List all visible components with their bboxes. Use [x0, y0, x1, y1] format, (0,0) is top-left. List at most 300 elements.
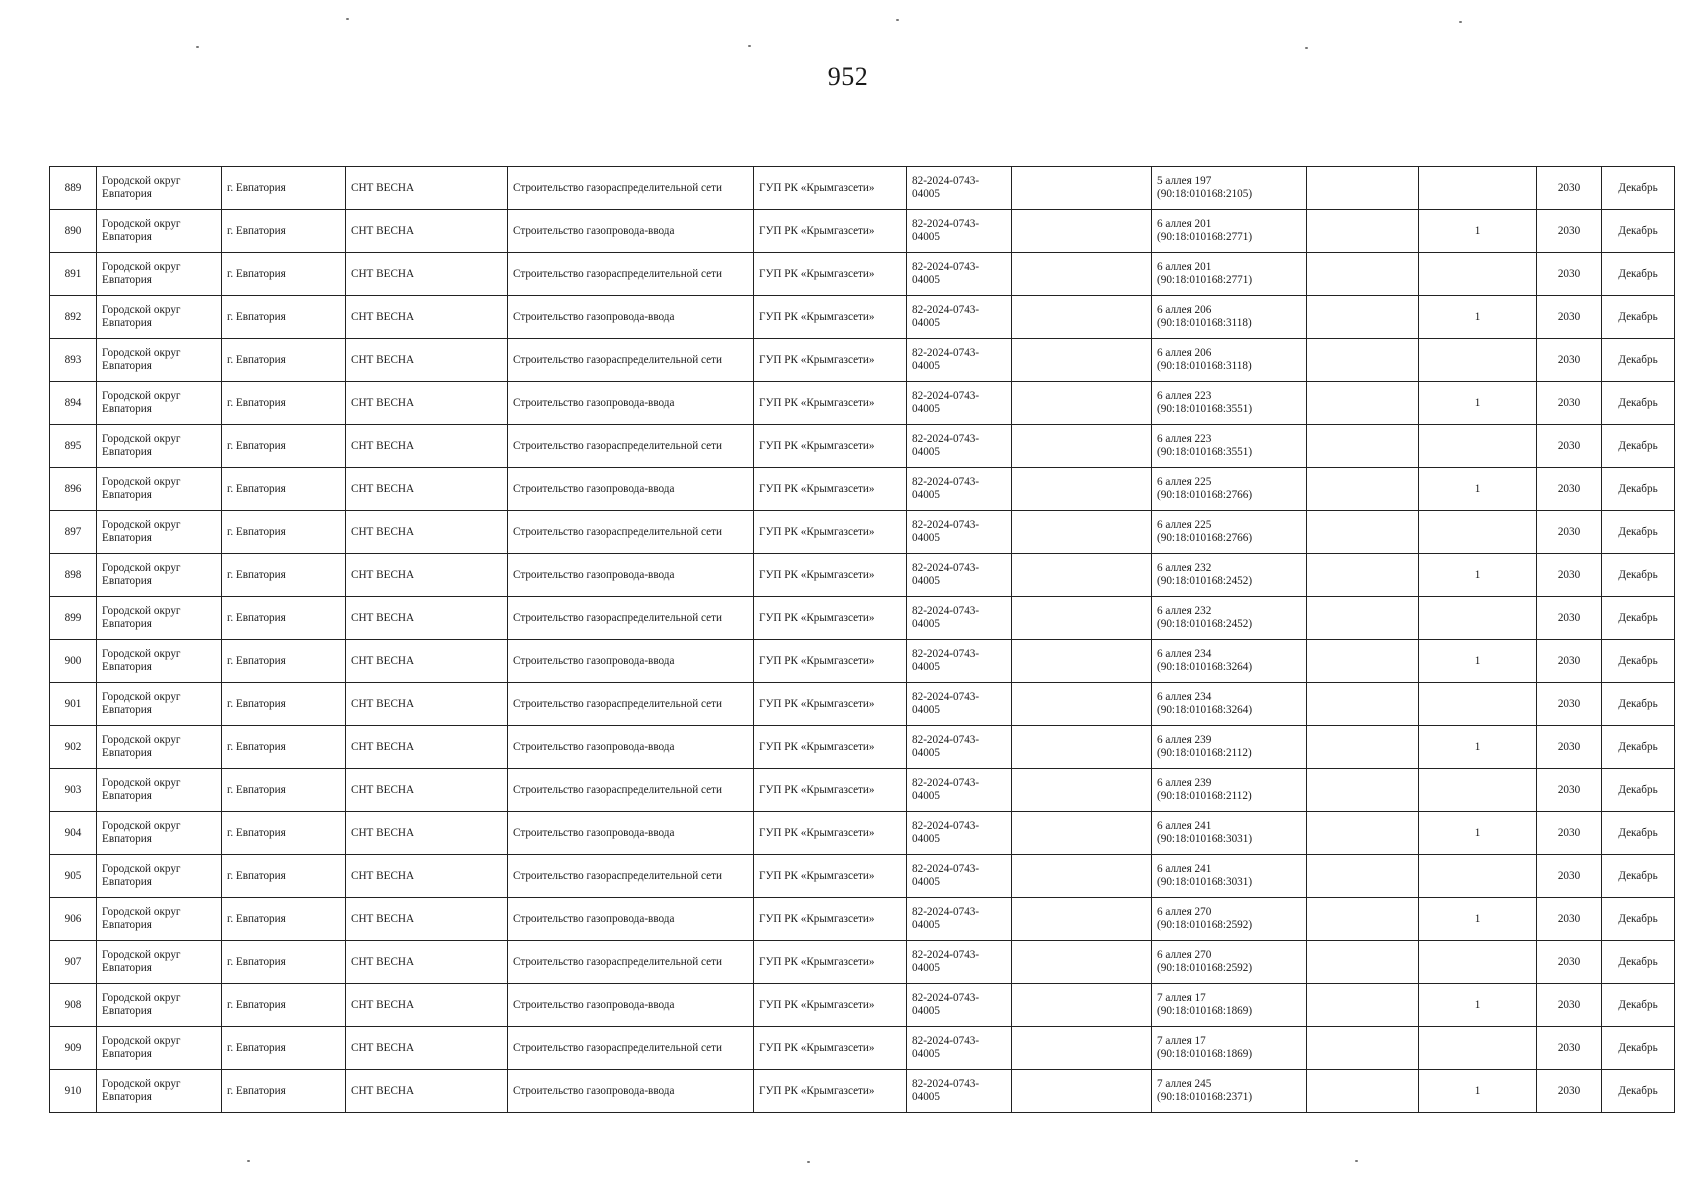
month-cell: Декабрь — [1602, 468, 1675, 511]
program-code-cell: 82-2024-0743-04005 — [907, 855, 1012, 898]
work-type-cell: Строительство газопровода-ввода — [508, 640, 754, 683]
program-code-cell: 82-2024-0743-04005 — [907, 640, 1012, 683]
year-cell: 2030 — [1537, 425, 1602, 468]
program-code-cell: 82-2024-0743-04005 — [907, 425, 1012, 468]
work-type-cell: Строительство газопровода-ввода — [508, 210, 754, 253]
snt-cell: СНТ ВЕСНА — [346, 296, 508, 339]
address-cell: 6 аллея 234 (90:18:010168:3264) — [1152, 683, 1307, 726]
scan-speck — [196, 46, 199, 48]
program-code-cell: 82-2024-0743-04005 — [907, 597, 1012, 640]
month-cell: Декабрь — [1602, 167, 1675, 210]
month-cell: Декабрь — [1602, 726, 1675, 769]
organization-cell: ГУП РК «Крымгазсети» — [754, 339, 907, 382]
address-cell: 6 аллея 201 (90:18:010168:2771) — [1152, 210, 1307, 253]
count-cell — [1419, 855, 1537, 898]
work-type-cell: Строительство газопровода-ввода — [508, 984, 754, 1027]
organization-cell: ГУП РК «Крымгазсети» — [754, 1070, 907, 1113]
empty-cell — [1012, 726, 1152, 769]
month-cell: Декабрь — [1602, 855, 1675, 898]
count-cell: 1 — [1419, 468, 1537, 511]
table-row — [50, 253, 1675, 296]
table-row — [50, 167, 1675, 210]
program-code-cell: 82-2024-0743-04005 — [907, 511, 1012, 554]
district-cell: Городской округ Евпатория — [97, 726, 222, 769]
work-type-cell: Строительство газопровода-ввода — [508, 554, 754, 597]
count-cell — [1419, 511, 1537, 554]
empty-cell — [1012, 468, 1152, 511]
work-type-cell: Строительство газопровода-ввода — [508, 1070, 754, 1113]
month-cell: Декабрь — [1602, 812, 1675, 855]
district-cell: Городской округ Евпатория — [97, 296, 222, 339]
count-cell — [1419, 769, 1537, 812]
city-cell: г. Евпатория — [222, 726, 346, 769]
year-cell: 2030 — [1537, 167, 1602, 210]
program-code-cell: 82-2024-0743-04005 — [907, 683, 1012, 726]
table-row — [50, 683, 1675, 726]
table-row — [50, 769, 1675, 812]
snt-cell: СНТ ВЕСНА — [346, 597, 508, 640]
empty-cell — [1012, 511, 1152, 554]
organization-cell: ГУП РК «Крымгазсети» — [754, 382, 907, 425]
snt-cell: СНТ ВЕСНА — [346, 210, 508, 253]
organization-cell: ГУП РК «Крымгазсети» — [754, 812, 907, 855]
empty-cell — [1307, 296, 1419, 339]
city-cell: г. Евпатория — [222, 1070, 346, 1113]
year-cell: 2030 — [1537, 726, 1602, 769]
empty-cell — [1012, 1070, 1152, 1113]
count-cell — [1419, 167, 1537, 210]
organization-cell: ГУП РК «Крымгазсети» — [754, 597, 907, 640]
snt-cell: СНТ ВЕСНА — [346, 1070, 508, 1113]
row-number-cell: 907 — [50, 941, 97, 984]
district-cell: Городской округ Евпатория — [97, 1027, 222, 1070]
month-cell: Декабрь — [1602, 941, 1675, 984]
empty-cell — [1307, 339, 1419, 382]
snt-cell: СНТ ВЕСНА — [346, 511, 508, 554]
scan-speck — [807, 1161, 810, 1163]
row-number-cell: 891 — [50, 253, 97, 296]
snt-cell: СНТ ВЕСНА — [346, 941, 508, 984]
city-cell: г. Евпатория — [222, 296, 346, 339]
work-type-cell: Строительство газопровода-ввода — [508, 468, 754, 511]
snt-cell: СНТ ВЕСНА — [346, 167, 508, 210]
program-code-cell: 82-2024-0743-04005 — [907, 1027, 1012, 1070]
row-number-cell: 906 — [50, 898, 97, 941]
city-cell: г. Евпатория — [222, 597, 346, 640]
address-cell: 7 аллея 245 (90:18:010168:2371) — [1152, 1070, 1307, 1113]
program-code-cell: 82-2024-0743-04005 — [907, 554, 1012, 597]
city-cell: г. Евпатория — [222, 210, 346, 253]
work-type-cell: Строительство газораспределительной сети — [508, 511, 754, 554]
empty-cell — [1307, 1027, 1419, 1070]
empty-cell — [1307, 167, 1419, 210]
city-cell: г. Евпатория — [222, 941, 346, 984]
program-code-cell: 82-2024-0743-04005 — [907, 253, 1012, 296]
empty-cell — [1012, 382, 1152, 425]
district-cell: Городской округ Евпатория — [97, 554, 222, 597]
address-cell: 6 аллея 239 (90:18:010168:2112) — [1152, 769, 1307, 812]
month-cell: Декабрь — [1602, 511, 1675, 554]
row-number-cell: 895 — [50, 425, 97, 468]
district-cell: Городской округ Евпатория — [97, 210, 222, 253]
address-cell: 6 аллея 232 (90:18:010168:2452) — [1152, 597, 1307, 640]
table-row — [50, 1070, 1675, 1113]
district-cell: Городской округ Евпатория — [97, 812, 222, 855]
district-cell: Городской округ Евпатория — [97, 382, 222, 425]
table-row — [50, 640, 1675, 683]
district-cell: Городской округ Евпатория — [97, 855, 222, 898]
work-type-cell: Строительство газораспределительной сети — [508, 597, 754, 640]
program-code-cell: 82-2024-0743-04005 — [907, 812, 1012, 855]
address-cell: 7 аллея 17 (90:18:010168:1869) — [1152, 1027, 1307, 1070]
organization-cell: ГУП РК «Крымгазсети» — [754, 511, 907, 554]
count-cell: 1 — [1419, 554, 1537, 597]
empty-cell — [1307, 597, 1419, 640]
month-cell: Декабрь — [1602, 1070, 1675, 1113]
organization-cell: ГУП РК «Крымгазсети» — [754, 1027, 907, 1070]
empty-cell — [1012, 425, 1152, 468]
program-code-cell: 82-2024-0743-04005 — [907, 941, 1012, 984]
row-number-cell: 896 — [50, 468, 97, 511]
address-cell: 6 аллея 225 (90:18:010168:2766) — [1152, 511, 1307, 554]
address-cell: 6 аллея 206 (90:18:010168:3118) — [1152, 339, 1307, 382]
district-cell: Городской округ Евпатория — [97, 941, 222, 984]
snt-cell: СНТ ВЕСНА — [346, 984, 508, 1027]
year-cell: 2030 — [1537, 339, 1602, 382]
year-cell: 2030 — [1537, 1070, 1602, 1113]
district-cell: Городской округ Евпатория — [97, 984, 222, 1027]
organization-cell: ГУП РК «Крымгазсети» — [754, 769, 907, 812]
empty-cell — [1012, 296, 1152, 339]
empty-cell — [1307, 898, 1419, 941]
district-cell: Городской округ Евпатория — [97, 253, 222, 296]
scan-speck — [1355, 1160, 1358, 1162]
snt-cell: СНТ ВЕСНА — [346, 339, 508, 382]
work-type-cell: Строительство газопровода-ввода — [508, 382, 754, 425]
program-code-cell: 82-2024-0743-04005 — [907, 984, 1012, 1027]
year-cell: 2030 — [1537, 210, 1602, 253]
work-type-cell: Строительство газораспределительной сети — [508, 339, 754, 382]
month-cell: Декабрь — [1602, 683, 1675, 726]
program-code-cell: 82-2024-0743-04005 — [907, 726, 1012, 769]
district-cell: Городской округ Евпатория — [97, 597, 222, 640]
count-cell: 1 — [1419, 812, 1537, 855]
year-cell: 2030 — [1537, 468, 1602, 511]
organization-cell: ГУП РК «Крымгазсети» — [754, 425, 907, 468]
district-cell: Городской округ Евпатория — [97, 468, 222, 511]
program-code-cell: 82-2024-0743-04005 — [907, 769, 1012, 812]
count-cell: 1 — [1419, 296, 1537, 339]
row-number-cell: 900 — [50, 640, 97, 683]
address-cell: 6 аллея 270 (90:18:010168:2592) — [1152, 898, 1307, 941]
year-cell: 2030 — [1537, 941, 1602, 984]
empty-cell — [1012, 984, 1152, 1027]
snt-cell: СНТ ВЕСНА — [346, 640, 508, 683]
organization-cell: ГУП РК «Крымгазсети» — [754, 296, 907, 339]
count-cell — [1419, 425, 1537, 468]
city-cell: г. Евпатория — [222, 511, 346, 554]
city-cell: г. Евпатория — [222, 253, 346, 296]
table-row — [50, 941, 1675, 984]
row-number-cell: 889 — [50, 167, 97, 210]
program-code-cell: 82-2024-0743-04005 — [907, 898, 1012, 941]
organization-cell: ГУП РК «Крымгазсети» — [754, 683, 907, 726]
district-cell: Городской округ Евпатория — [97, 425, 222, 468]
work-type-cell: Строительство газораспределительной сети — [508, 425, 754, 468]
empty-cell — [1307, 984, 1419, 1027]
snt-cell: СНТ ВЕСНА — [346, 769, 508, 812]
month-cell: Декабрь — [1602, 640, 1675, 683]
city-cell: г. Евпатория — [222, 984, 346, 1027]
year-cell: 2030 — [1537, 898, 1602, 941]
count-cell — [1419, 253, 1537, 296]
work-type-cell: Строительство газораспределительной сети — [508, 855, 754, 898]
empty-cell — [1012, 769, 1152, 812]
address-cell: 7 аллея 17 (90:18:010168:1869) — [1152, 984, 1307, 1027]
address-cell: 6 аллея 241 (90:18:010168:3031) — [1152, 812, 1307, 855]
table-row — [50, 597, 1675, 640]
empty-cell — [1307, 855, 1419, 898]
row-number-cell: 903 — [50, 769, 97, 812]
year-cell: 2030 — [1537, 984, 1602, 1027]
empty-cell — [1307, 554, 1419, 597]
program-code-cell: 82-2024-0743-04005 — [907, 167, 1012, 210]
count-cell: 1 — [1419, 984, 1537, 1027]
scan-speck — [748, 45, 751, 47]
row-number-cell: 905 — [50, 855, 97, 898]
scan-speck — [896, 19, 899, 21]
row-number-cell: 908 — [50, 984, 97, 1027]
count-cell — [1419, 941, 1537, 984]
work-type-cell: Строительство газопровода-ввода — [508, 726, 754, 769]
organization-cell: ГУП РК «Крымгазсети» — [754, 554, 907, 597]
empty-cell — [1307, 941, 1419, 984]
organization-cell: ГУП РК «Крымгазсети» — [754, 726, 907, 769]
row-number-cell: 899 — [50, 597, 97, 640]
page-number: 952 — [827, 62, 869, 91]
count-cell: 1 — [1419, 640, 1537, 683]
program-code-cell: 82-2024-0743-04005 — [907, 468, 1012, 511]
work-type-cell: Строительство газораспределительной сети — [508, 769, 754, 812]
row-number-cell: 892 — [50, 296, 97, 339]
table-row — [50, 1027, 1675, 1070]
organization-cell: ГУП РК «Крымгазсети» — [754, 640, 907, 683]
city-cell: г. Евпатория — [222, 468, 346, 511]
row-number-cell: 910 — [50, 1070, 97, 1113]
empty-cell — [1012, 253, 1152, 296]
table-row — [50, 468, 1675, 511]
empty-cell — [1012, 554, 1152, 597]
empty-cell — [1012, 167, 1152, 210]
city-cell: г. Евпатория — [222, 898, 346, 941]
empty-cell — [1012, 339, 1152, 382]
count-cell: 1 — [1419, 382, 1537, 425]
empty-cell — [1307, 640, 1419, 683]
work-type-cell: Строительство газопровода-ввода — [508, 898, 754, 941]
table-row — [50, 382, 1675, 425]
count-cell — [1419, 683, 1537, 726]
scan-speck — [1305, 47, 1308, 49]
address-cell: 6 аллея 234 (90:18:010168:3264) — [1152, 640, 1307, 683]
program-code-cell: 82-2024-0743-04005 — [907, 339, 1012, 382]
city-cell: г. Евпатория — [222, 339, 346, 382]
snt-cell: СНТ ВЕСНА — [346, 253, 508, 296]
count-cell — [1419, 1027, 1537, 1070]
city-cell: г. Евпатория — [222, 683, 346, 726]
city-cell: г. Евпатория — [222, 425, 346, 468]
row-number-cell: 909 — [50, 1027, 97, 1070]
count-cell — [1419, 339, 1537, 382]
year-cell: 2030 — [1537, 1027, 1602, 1070]
organization-cell: ГУП РК «Крымгазсети» — [754, 468, 907, 511]
year-cell: 2030 — [1537, 855, 1602, 898]
count-cell: 1 — [1419, 898, 1537, 941]
row-number-cell: 890 — [50, 210, 97, 253]
work-type-cell: Строительство газораспределительной сети — [508, 683, 754, 726]
address-cell: 6 аллея 223 (90:18:010168:3551) — [1152, 382, 1307, 425]
month-cell: Декабрь — [1602, 554, 1675, 597]
program-code-cell: 82-2024-0743-04005 — [907, 296, 1012, 339]
work-type-cell: Строительство газораспределительной сети — [508, 941, 754, 984]
snt-cell: СНТ ВЕСНА — [346, 726, 508, 769]
work-type-cell: Строительство газопровода-ввода — [508, 812, 754, 855]
empty-cell — [1012, 812, 1152, 855]
empty-cell — [1012, 898, 1152, 941]
row-number-cell: 902 — [50, 726, 97, 769]
year-cell: 2030 — [1537, 597, 1602, 640]
empty-cell — [1307, 511, 1419, 554]
row-number-cell: 894 — [50, 382, 97, 425]
city-cell: г. Евпатория — [222, 554, 346, 597]
count-cell: 1 — [1419, 210, 1537, 253]
address-cell: 6 аллея 223 (90:18:010168:3551) — [1152, 425, 1307, 468]
address-cell: 6 аллея 232 (90:18:010168:2452) — [1152, 554, 1307, 597]
month-cell: Декабрь — [1602, 339, 1675, 382]
empty-cell — [1012, 210, 1152, 253]
year-cell: 2030 — [1537, 640, 1602, 683]
empty-cell — [1307, 210, 1419, 253]
work-type-cell: Строительство газораспределительной сети — [508, 167, 754, 210]
address-cell: 6 аллея 241 (90:18:010168:3031) — [1152, 855, 1307, 898]
empty-cell — [1012, 597, 1152, 640]
empty-cell — [1012, 640, 1152, 683]
empty-cell — [1012, 683, 1152, 726]
work-type-cell: Строительство газораспределительной сети — [508, 253, 754, 296]
city-cell: г. Евпатория — [222, 769, 346, 812]
program-code-cell: 82-2024-0743-04005 — [907, 382, 1012, 425]
organization-cell: ГУП РК «Крымгазсети» — [754, 210, 907, 253]
table-row — [50, 812, 1675, 855]
table-row — [50, 855, 1675, 898]
address-cell: 6 аллея 206 (90:18:010168:3118) — [1152, 296, 1307, 339]
table-row — [50, 210, 1675, 253]
empty-cell — [1307, 382, 1419, 425]
district-cell: Городской округ Евпатория — [97, 769, 222, 812]
empty-cell — [1012, 1027, 1152, 1070]
snt-cell: СНТ ВЕСНА — [346, 468, 508, 511]
year-cell: 2030 — [1537, 683, 1602, 726]
month-cell: Декабрь — [1602, 382, 1675, 425]
work-type-cell: Строительство газораспределительной сети — [508, 1027, 754, 1070]
snt-cell: СНТ ВЕСНА — [346, 855, 508, 898]
scan-speck — [247, 1160, 250, 1162]
organization-cell: ГУП РК «Крымгазсети» — [754, 941, 907, 984]
table-row — [50, 425, 1675, 468]
table-row — [50, 554, 1675, 597]
city-cell: г. Евпатория — [222, 167, 346, 210]
scan-speck — [346, 18, 349, 20]
table-row — [50, 339, 1675, 382]
city-cell: г. Евпатория — [222, 855, 346, 898]
year-cell: 2030 — [1537, 769, 1602, 812]
organization-cell: ГУП РК «Крымгазсети» — [754, 253, 907, 296]
empty-cell — [1307, 812, 1419, 855]
city-cell: г. Евпатория — [222, 382, 346, 425]
snt-cell: СНТ ВЕСНА — [346, 554, 508, 597]
organization-cell: ГУП РК «Крымгазсети» — [754, 855, 907, 898]
city-cell: г. Евпатория — [222, 1027, 346, 1070]
row-number-cell: 897 — [50, 511, 97, 554]
address-cell: 6 аллея 270 (90:18:010168:2592) — [1152, 941, 1307, 984]
count-cell: 1 — [1419, 726, 1537, 769]
empty-cell — [1307, 683, 1419, 726]
city-cell: г. Евпатория — [222, 812, 346, 855]
snt-cell: СНТ ВЕСНА — [346, 812, 508, 855]
month-cell: Декабрь — [1602, 984, 1675, 1027]
program-code-cell: 82-2024-0743-04005 — [907, 1070, 1012, 1113]
district-cell: Городской округ Евпатория — [97, 339, 222, 382]
snt-cell: СНТ ВЕСНА — [346, 425, 508, 468]
snt-cell: СНТ ВЕСНА — [346, 1027, 508, 1070]
district-cell: Городской округ Евпатория — [97, 683, 222, 726]
empty-cell — [1012, 941, 1152, 984]
organization-cell: ГУП РК «Крымгазсети» — [754, 984, 907, 1027]
month-cell: Декабрь — [1602, 253, 1675, 296]
count-cell — [1419, 597, 1537, 640]
month-cell: Декабрь — [1602, 597, 1675, 640]
register-table — [49, 166, 1675, 1113]
row-number-cell: 898 — [50, 554, 97, 597]
empty-cell — [1307, 253, 1419, 296]
year-cell: 2030 — [1537, 382, 1602, 425]
snt-cell: СНТ ВЕСНА — [346, 683, 508, 726]
table-row — [50, 898, 1675, 941]
row-number-cell: 904 — [50, 812, 97, 855]
month-cell: Декабрь — [1602, 769, 1675, 812]
count-cell: 1 — [1419, 1070, 1537, 1113]
table-row — [50, 726, 1675, 769]
empty-cell — [1307, 769, 1419, 812]
month-cell: Декабрь — [1602, 210, 1675, 253]
organization-cell: ГУП РК «Крымгазсети» — [754, 898, 907, 941]
district-cell: Городской округ Евпатория — [97, 1070, 222, 1113]
year-cell: 2030 — [1537, 296, 1602, 339]
year-cell: 2030 — [1537, 253, 1602, 296]
district-cell: Городской округ Евпатория — [97, 167, 222, 210]
program-code-cell: 82-2024-0743-04005 — [907, 210, 1012, 253]
scan-speck — [1459, 21, 1462, 23]
year-cell: 2030 — [1537, 812, 1602, 855]
year-cell: 2030 — [1537, 554, 1602, 597]
register-body — [50, 167, 1675, 1113]
district-cell: Городской округ Евпатория — [97, 640, 222, 683]
table-row — [50, 511, 1675, 554]
city-cell: г. Евпатория — [222, 640, 346, 683]
month-cell: Декабрь — [1602, 1027, 1675, 1070]
address-cell: 6 аллея 201 (90:18:010168:2771) — [1152, 253, 1307, 296]
month-cell: Декабрь — [1602, 898, 1675, 941]
snt-cell: СНТ ВЕСНА — [346, 382, 508, 425]
